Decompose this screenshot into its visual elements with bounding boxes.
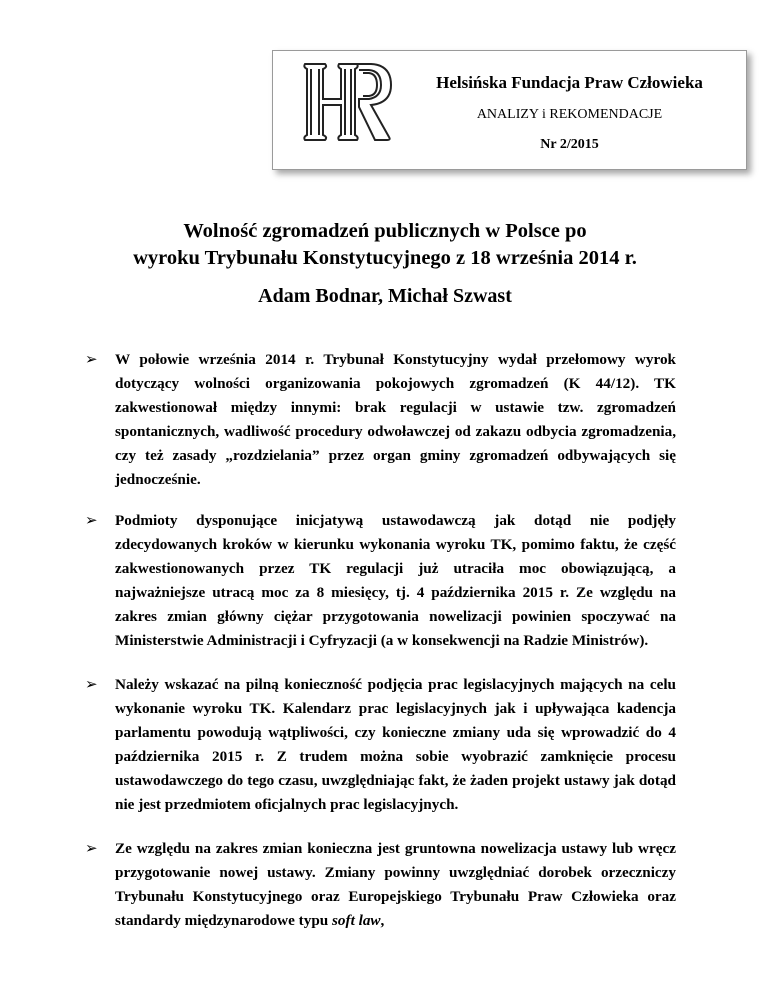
publication-header xyxy=(272,50,747,170)
arrow-bullet-icon: ➢ xyxy=(85,513,98,529)
publication-number: Nr 2/2015 xyxy=(540,137,599,152)
summary-bullet xyxy=(85,348,676,492)
document-authors: Adam Bodnar, Michał Szwast xyxy=(258,285,512,307)
publication-series: ANALIZY i REKOMENDACJE xyxy=(476,107,663,122)
bullet-text: W połowie września 2014 r. Trybunał Konstytucyjny wydał przełomowy wyrok dotyczący wolności organizowania pokojowych zgromadzeń (K 44/12). TK zakwestionował między innymi: brak regulacji w ustawie tzw. zgromadzeń spontanicznych, wadliwość procedury odwoławczej od zakazu odbycia zgromadzenia, czy też zasady „rozdzielania” przez organ gminy zgromadzeń odbywających się jednocześnie. xyxy=(115,351,676,488)
title-line-2: wyroku Trybunału Konstytucyjnego z 18 września 2014 r. xyxy=(133,247,637,269)
organization-name: Helsińska Fundacja Praw Człowieka xyxy=(436,73,703,92)
summary-bullet xyxy=(85,837,676,933)
arrow-bullet-icon: ➢ xyxy=(85,677,98,693)
bullet-text xyxy=(115,840,676,929)
soft-law-term: soft law xyxy=(332,912,381,929)
bullet-text: Podmioty dysponujące inicjatywą ustawodawczą jak dotąd nie podjęły zdecydowanych kroków w kierunku wykonania wyroku TK, pomimo faktu, że część zakwestionowanych przez TK regulacji już utraciła moc obowiązującą, a najważniejsze utracą moc za 8 miesięcy, tj. 4 października 2015 r. Ze względu na zakres zmian główny ciężar przygotowania nowelizacji powinien spoczywać na Ministerstwie Administracji i Cyfryzacji (a w konsekwencji na Radzie Ministrów). xyxy=(115,512,676,649)
title-line-1: Wolność zgromadzeń publicznych w Polsce po xyxy=(183,220,587,242)
summary-bullet xyxy=(85,509,676,653)
summary-bullet-list xyxy=(85,348,676,953)
bullet-text-part: , xyxy=(380,912,385,929)
hfpc-hr-logo xyxy=(301,59,393,145)
bullet-text-part: Ze względu na zakres zmian konieczna jest gruntowna nowelizacja ustawy lub wręcz przygotowanie nowej ustawy. Zmiany powinny uwzględniać dorobek orzeczniczy Trybunału Konstytucyjnego oraz Europejskiego Trybunału Praw Człowieka oraz standardy międzynarodowe typu xyxy=(115,840,676,929)
summary-bullet xyxy=(85,673,676,817)
arrow-bullet-icon: ➢ xyxy=(85,841,98,857)
document-title xyxy=(60,218,710,272)
bullet-text: Należy wskazać na pilną konieczność podjęcia prac legislacyjnych mających na celu wykonanie wyroku TK. Kalendarz prac legislacyjnych jak i upływająca kadencja parlamentu powodują wątpliwości, czy konieczne zmiany uda się wprowadzić do 4 października 2015 r. Z trudem można sobie wyobrazić zamknięcie procesu ustawodawczego do tego czasu, uwzględniając fakt, że żaden projekt ustawy jak dotąd nie jest przedmiotem oficjalnych prac legislacyjnych. xyxy=(115,676,676,813)
arrow-bullet-icon: ➢ xyxy=(85,352,98,368)
